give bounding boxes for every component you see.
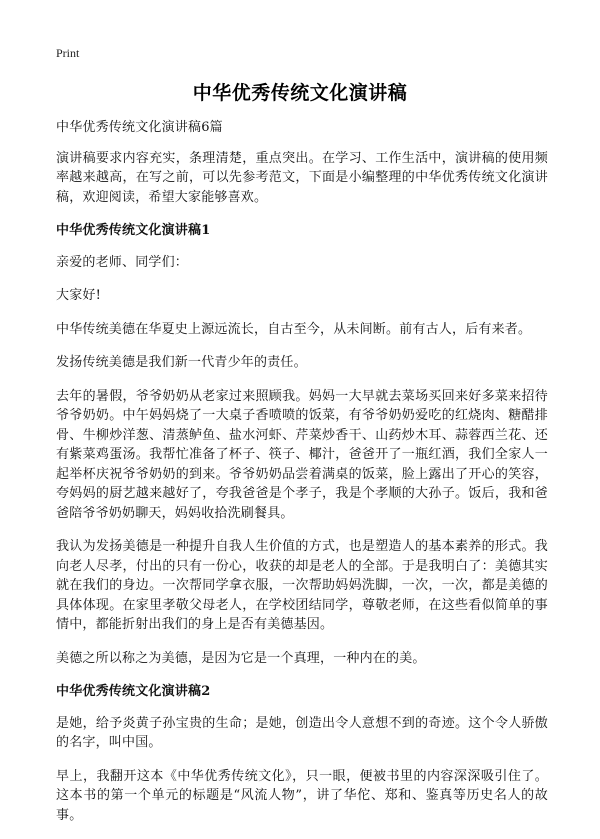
paragraph: 是她，给予炎黄子孙宝贵的生命；是她，创造出令人意想不到的奇迹。这个令人骄傲的名字，叫中国。 [56, 715, 548, 750]
paragraph: 大家好! [56, 288, 102, 303]
document-subtitle: 中华优秀传统文化演讲稿6篇 [56, 120, 223, 135]
section-heading: 中华优秀传统文化演讲稿1 [56, 223, 211, 238]
document-title: 中华优秀传统文化演讲稿 [192, 82, 408, 104]
print-link[interactable]: Print [56, 46, 80, 60]
section-heading: 中华优秀传统文化演讲稿2 [56, 684, 211, 699]
paragraph: 我认为发扬美德是一种提升自我人生价值的方式，也是塑造人的基本素养的形式。我向老人尽孝，付出的只有一份心，收获的却是老人的全部。于是我明白了：美德其实就在我们的身边。一次帮同学拿衣服，一次帮助妈妈洗脚，一次，一次，都是美德的具体体现。在家里孝敬父母老人，在学校团结同学，尊敬老师，在这些看似简单的事情中，都能折射出我们的身上是否有美德基因。 [56, 539, 548, 632]
paragraph: 去年的暑假，爷爷奶奶从老家过来照顾我。妈妈一大早就去菜场买回来好多菜来招待爷爷奶奶。中午妈妈烧了一大桌子香喷喷的饭菜，有爷爷奶奶爱吃的红烧肉、糖醋排骨、牛柳炒洋葱、清蒸鲈鱼、盐水河虾、芹菜炒香干、山药炒木耳、蒜蓉西兰花、还有紫菜鸡蛋汤。我帮忙准备了杯子、筷子、椰汁，爸爸开了一瓶红酒，我们全家人一起举杯庆祝爷爷奶奶的到来。爷爷奶奶品尝着满桌的饭菜，脸上露出了开心的笑容，夸妈妈的厨艺越来越好了，夸我爸爸是个孝子，我是个孝顺的大孙子。饭后，我和爸爸陪爷爷奶奶聊天，妈妈收拾洗刷餐具。 [56, 388, 548, 521]
paragraph: 早上，我翻开这本《中华优秀传统文化》，只一眼，便被书里的内容深深吸引住了。这本书的第一个单元的标题是“风流人物”，讲了华佗、郑和、鉴真等历史名人的故事。 [56, 768, 548, 823]
intro-paragraph: 演讲稿要求内容充实，条理清楚，重点突出。在学习、工作生活中，演讲稿的使用频率越来越高，在写之前，可以先参考范文，下面是小编整理的中华优秀传统文化演讲稿，欢迎阅读，希望大家能够喜欢。 [56, 150, 548, 205]
document-body [56, 118, 548, 839]
paragraph: 亲爱的老师、同学们： [56, 254, 189, 270]
paragraph: 美德之所以称之为美德，是因为它是一个真理，一种内在的美。 [56, 650, 426, 666]
paragraph: 发扬传统美德是我们新一代青少年的责任。 [56, 355, 307, 370]
paragraph: 中华传统美德在华夏史上源远流长，自古至今，从未间断。前有古人，后有来者。 [56, 321, 532, 337]
